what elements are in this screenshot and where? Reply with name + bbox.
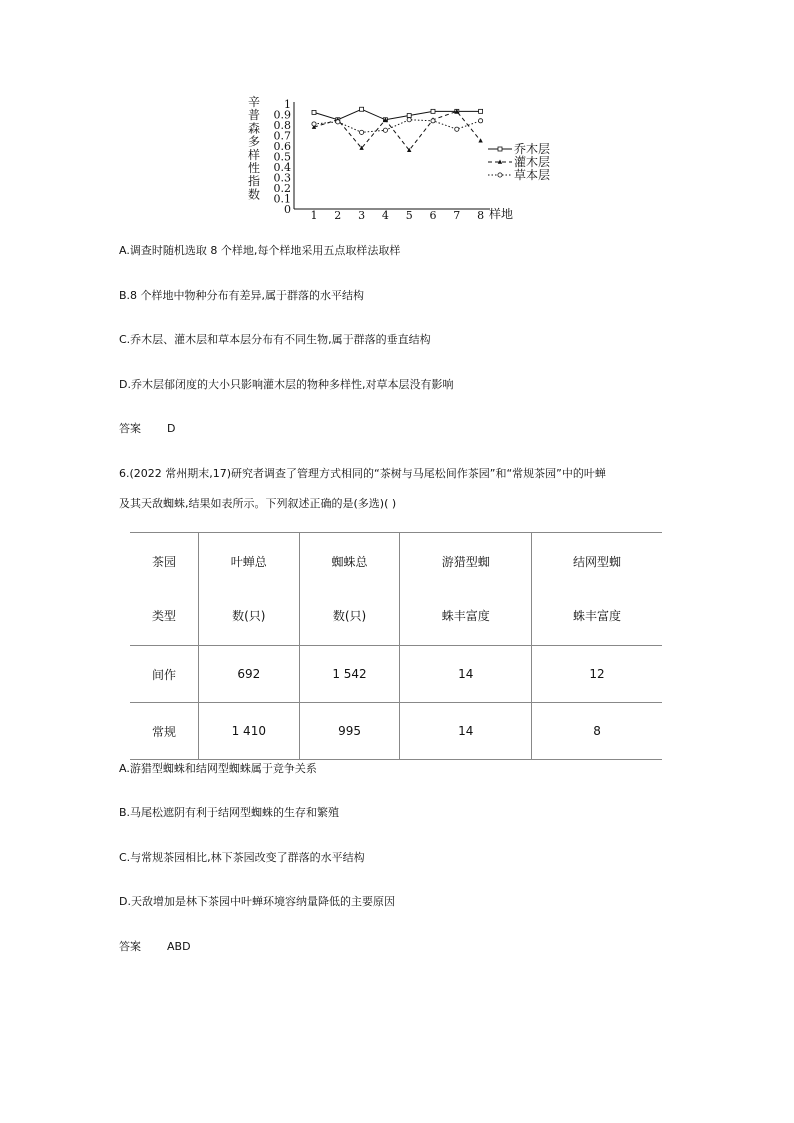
y-tick-label: 1 bbox=[284, 98, 291, 111]
answer-value: D bbox=[167, 422, 176, 435]
x-tick-label: 8 bbox=[477, 209, 485, 222]
table-cell: 12 bbox=[532, 646, 662, 703]
table-cell: 692 bbox=[198, 646, 299, 703]
x-tick-label: 1 bbox=[310, 209, 318, 222]
legend bbox=[488, 141, 550, 182]
y-axis-label-char: 样 bbox=[247, 147, 261, 162]
y-tick-labels bbox=[274, 98, 292, 216]
y-axis-label-char: 指 bbox=[247, 174, 261, 189]
y-tick-label: 0.5 bbox=[273, 150, 291, 164]
y-axis-label-char: 森 bbox=[247, 121, 261, 136]
table-cell: 14 bbox=[400, 703, 532, 760]
data-point-square bbox=[431, 109, 435, 113]
data-point-square bbox=[312, 110, 316, 114]
table-cell: 14 bbox=[400, 646, 532, 703]
data-point-circle bbox=[479, 119, 483, 123]
table-cell: 1 410 bbox=[198, 703, 299, 760]
legend-label: 灌木层 bbox=[514, 155, 551, 169]
data-point-circle bbox=[360, 130, 364, 134]
y-tick-label: 0.4 bbox=[273, 161, 291, 174]
legend-label: 草本层 bbox=[514, 168, 551, 182]
x-tick-label: 2 bbox=[334, 209, 342, 222]
data-point-circle bbox=[498, 173, 502, 177]
q5-option-c: C.乔木层、灌木层和草本层分布有不同生物,属于群落的垂直结构 bbox=[119, 333, 431, 346]
header-cell: 结网型蜘 蛛丰富度 bbox=[532, 533, 662, 646]
q6-option-b: B.马尾松遮阴有利于结网型蜘蛛的生存和繁殖 bbox=[119, 806, 340, 819]
header-cell: 茶园 类型 bbox=[130, 533, 198, 646]
y-axis-label-char: 辛 bbox=[247, 95, 261, 109]
table-row bbox=[130, 646, 662, 703]
y-axis-label-char: 普 bbox=[247, 108, 261, 123]
y-tick-label: 0 bbox=[284, 203, 291, 216]
data-point-circle bbox=[455, 127, 459, 131]
header-cell: 叶蝉总 数(只) bbox=[198, 533, 299, 646]
x-tick-label: 7 bbox=[453, 209, 461, 222]
data-point-square bbox=[479, 109, 483, 113]
table-cell: 1 542 bbox=[299, 646, 400, 703]
table-cell: 常规 bbox=[130, 703, 198, 760]
x-axis-label: 样地 bbox=[489, 207, 514, 221]
data-point-circle bbox=[383, 128, 387, 132]
answer-value: ABD bbox=[167, 940, 191, 953]
series-lines bbox=[312, 107, 483, 152]
y-tick-label: 0.6 bbox=[273, 140, 291, 153]
q6-option-d: D.天敌增加是林下茶园中叶蝉环境容纳量降低的主要原因 bbox=[119, 895, 395, 908]
data-point-square bbox=[360, 107, 364, 111]
data-point-triangle bbox=[478, 138, 482, 142]
y-axis-label-char: 数 bbox=[247, 187, 261, 202]
data-point-circle bbox=[431, 119, 435, 123]
table-cell: 995 bbox=[299, 703, 400, 760]
y-tick-label: 0.2 bbox=[273, 182, 291, 195]
answer-label: 答案 bbox=[119, 422, 141, 435]
q5-answer bbox=[119, 422, 175, 436]
q5-option-b: B.8 个样地中物种分布有差异,属于群落的水平结构 bbox=[119, 289, 365, 302]
x-tick-label: 4 bbox=[381, 209, 389, 222]
table-cell: 间作 bbox=[130, 646, 198, 703]
y-tick-label: 0.8 bbox=[273, 119, 291, 132]
q6-option-c: C.与常规茶园相比,林下茶园改变了群落的水平结构 bbox=[119, 851, 365, 864]
y-axis-label-text bbox=[248, 95, 260, 201]
header-cell: 游猎型蜘 蛛丰富度 bbox=[400, 533, 532, 646]
x-tick-label: 3 bbox=[358, 209, 366, 222]
data-point-circle bbox=[407, 118, 411, 122]
q6-stem-line-2: 及其天敌蜘蛛,结果如表所示。下列叙述正确的是(多选)( ) bbox=[119, 497, 397, 510]
y-tick-label: 0.3 bbox=[273, 171, 291, 185]
q6-option-a: A.游猎型蜘蛛和结网型蜘蛛属于竞争关系 bbox=[119, 762, 317, 775]
q5-option-a: A.调查时随机选取 8 个样地,每个样地采用五点取样法取样 bbox=[119, 244, 401, 257]
table-row bbox=[130, 703, 662, 760]
legend-label: 乔木层 bbox=[514, 142, 551, 156]
x-tick-label: 6 bbox=[429, 209, 437, 222]
y-axis-label-char: 多 bbox=[247, 134, 261, 149]
y-axis-label-char: 性 bbox=[247, 161, 261, 175]
data-point-square bbox=[498, 147, 502, 151]
answer-label: 答案 bbox=[119, 940, 141, 953]
table-cell: 8 bbox=[532, 703, 662, 760]
data-point-circle bbox=[312, 122, 316, 126]
data-point-circle bbox=[336, 120, 340, 124]
y-tick-label: 0.1 bbox=[273, 192, 291, 206]
spider-survey-table bbox=[130, 532, 662, 760]
series-circle bbox=[312, 118, 483, 135]
y-tick-label: 0.7 bbox=[273, 129, 291, 143]
data-point-square bbox=[407, 114, 411, 118]
table-header-row bbox=[130, 533, 662, 646]
q6-stem-line-1: 6.(2022 常州期末,17)研究者调查了管理方式相同的“茶树与马尾松间作茶园”和“常规茶园”中的叶蝉 bbox=[119, 467, 606, 480]
q5-option-d: D.乔木层郁闭度的大小只影响灌木层的物种多样性,对草本层没有影响 bbox=[119, 378, 454, 391]
x-tick-label: 5 bbox=[405, 209, 413, 222]
header-cell: 蜘蛛总 数(只) bbox=[299, 533, 400, 646]
y-tick-label: 0.9 bbox=[273, 108, 291, 122]
diversity-line-chart bbox=[240, 92, 560, 227]
x-tick-labels bbox=[311, 209, 485, 222]
q6-answer bbox=[119, 940, 191, 954]
y-axis-label bbox=[248, 95, 260, 201]
